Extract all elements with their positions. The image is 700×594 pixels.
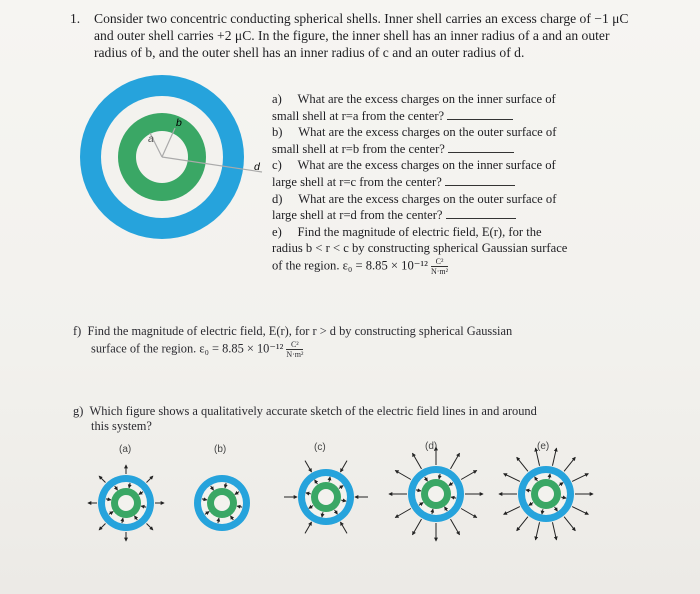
part-f-line1: Find the magnitude of electric field, E(r), for r > d by constructing spherical Gaussian <box>87 324 513 338</box>
option-label-c: (c) <box>314 442 326 453</box>
part-c-line1: What are the excess charges on the inner surface of <box>297 158 556 173</box>
part-c-line2: large shell at r=c from the center? <box>272 174 442 189</box>
option-figure-b[interactable] <box>194 475 250 531</box>
part-g-label: g) <box>73 404 84 418</box>
part-b-line2: small shell at r=b from the center? <box>272 141 445 156</box>
option-figure-a[interactable] <box>88 465 164 541</box>
part-e-line3: of the region. ε₀ = 8.85 × 10⁻¹² <box>272 258 428 273</box>
part-b-line1: What are the excess charges on the outer surface of <box>298 125 557 140</box>
option-label-a: (a) <box>119 444 132 455</box>
epsilon-unit-fraction-f: $\frac{\text{C²}}{\text{N·m²}}$ <box>286 340 304 359</box>
part-d-line1: What are the excess charges on the outer surface of <box>298 191 557 206</box>
option-figure-c[interactable] <box>284 461 368 534</box>
option-figure-d[interactable] <box>389 447 483 541</box>
label-b: b <box>176 117 182 129</box>
option-figure-e[interactable] <box>499 448 593 540</box>
part-f-label: f) <box>73 324 82 338</box>
option-label-b: (b) <box>214 444 227 455</box>
option-label-d: (d) <box>425 441 438 452</box>
part-a-label: a) <box>272 92 282 106</box>
option-label-e: (e) <box>537 441 550 452</box>
part-c-label: c) <box>272 158 282 173</box>
epsilon-unit-fraction: $\frac{\text{C²}}{\text{N·m²}}$ <box>430 256 449 276</box>
part-e-line2: radius b < r < c by constructing spherical Gaussian surface <box>272 241 568 256</box>
part-d-label: d) <box>272 191 283 206</box>
part-a-line2: small shell at r=a from the center? <box>272 108 445 123</box>
label-d: d <box>254 161 260 173</box>
part-d-line2: large shell at r=d from the center? <box>272 208 443 223</box>
part-g-line1: Which figure shows a qualitatively accurate sketch of the electric field lines in and around <box>89 404 537 418</box>
part-b-label: b) <box>272 125 283 140</box>
part-e-line1: Find the magnitude of electric field, E(r), for the <box>297 224 542 239</box>
question-1-text: Consider two concentric conducting spherical shells. Inner shell carries an excess charge of −1 μC and outer shell carries +2 μC. In the figure, the inner shell has an inner radius of a and an outer radius of b, and the outer shell has an inner radius of c and an outer radius of d. <box>94 11 629 60</box>
part-e-label: e) <box>272 224 282 239</box>
part-a-line1: What are the excess charges on the inner surface of <box>297 92 556 106</box>
label-a: a <box>148 133 154 145</box>
question-number: 1. <box>70 11 81 26</box>
part-g-line2: this system? <box>91 419 152 433</box>
part-f-line2: surface of the region. ε₀ = 8.85 × 10⁻¹² <box>91 341 284 356</box>
